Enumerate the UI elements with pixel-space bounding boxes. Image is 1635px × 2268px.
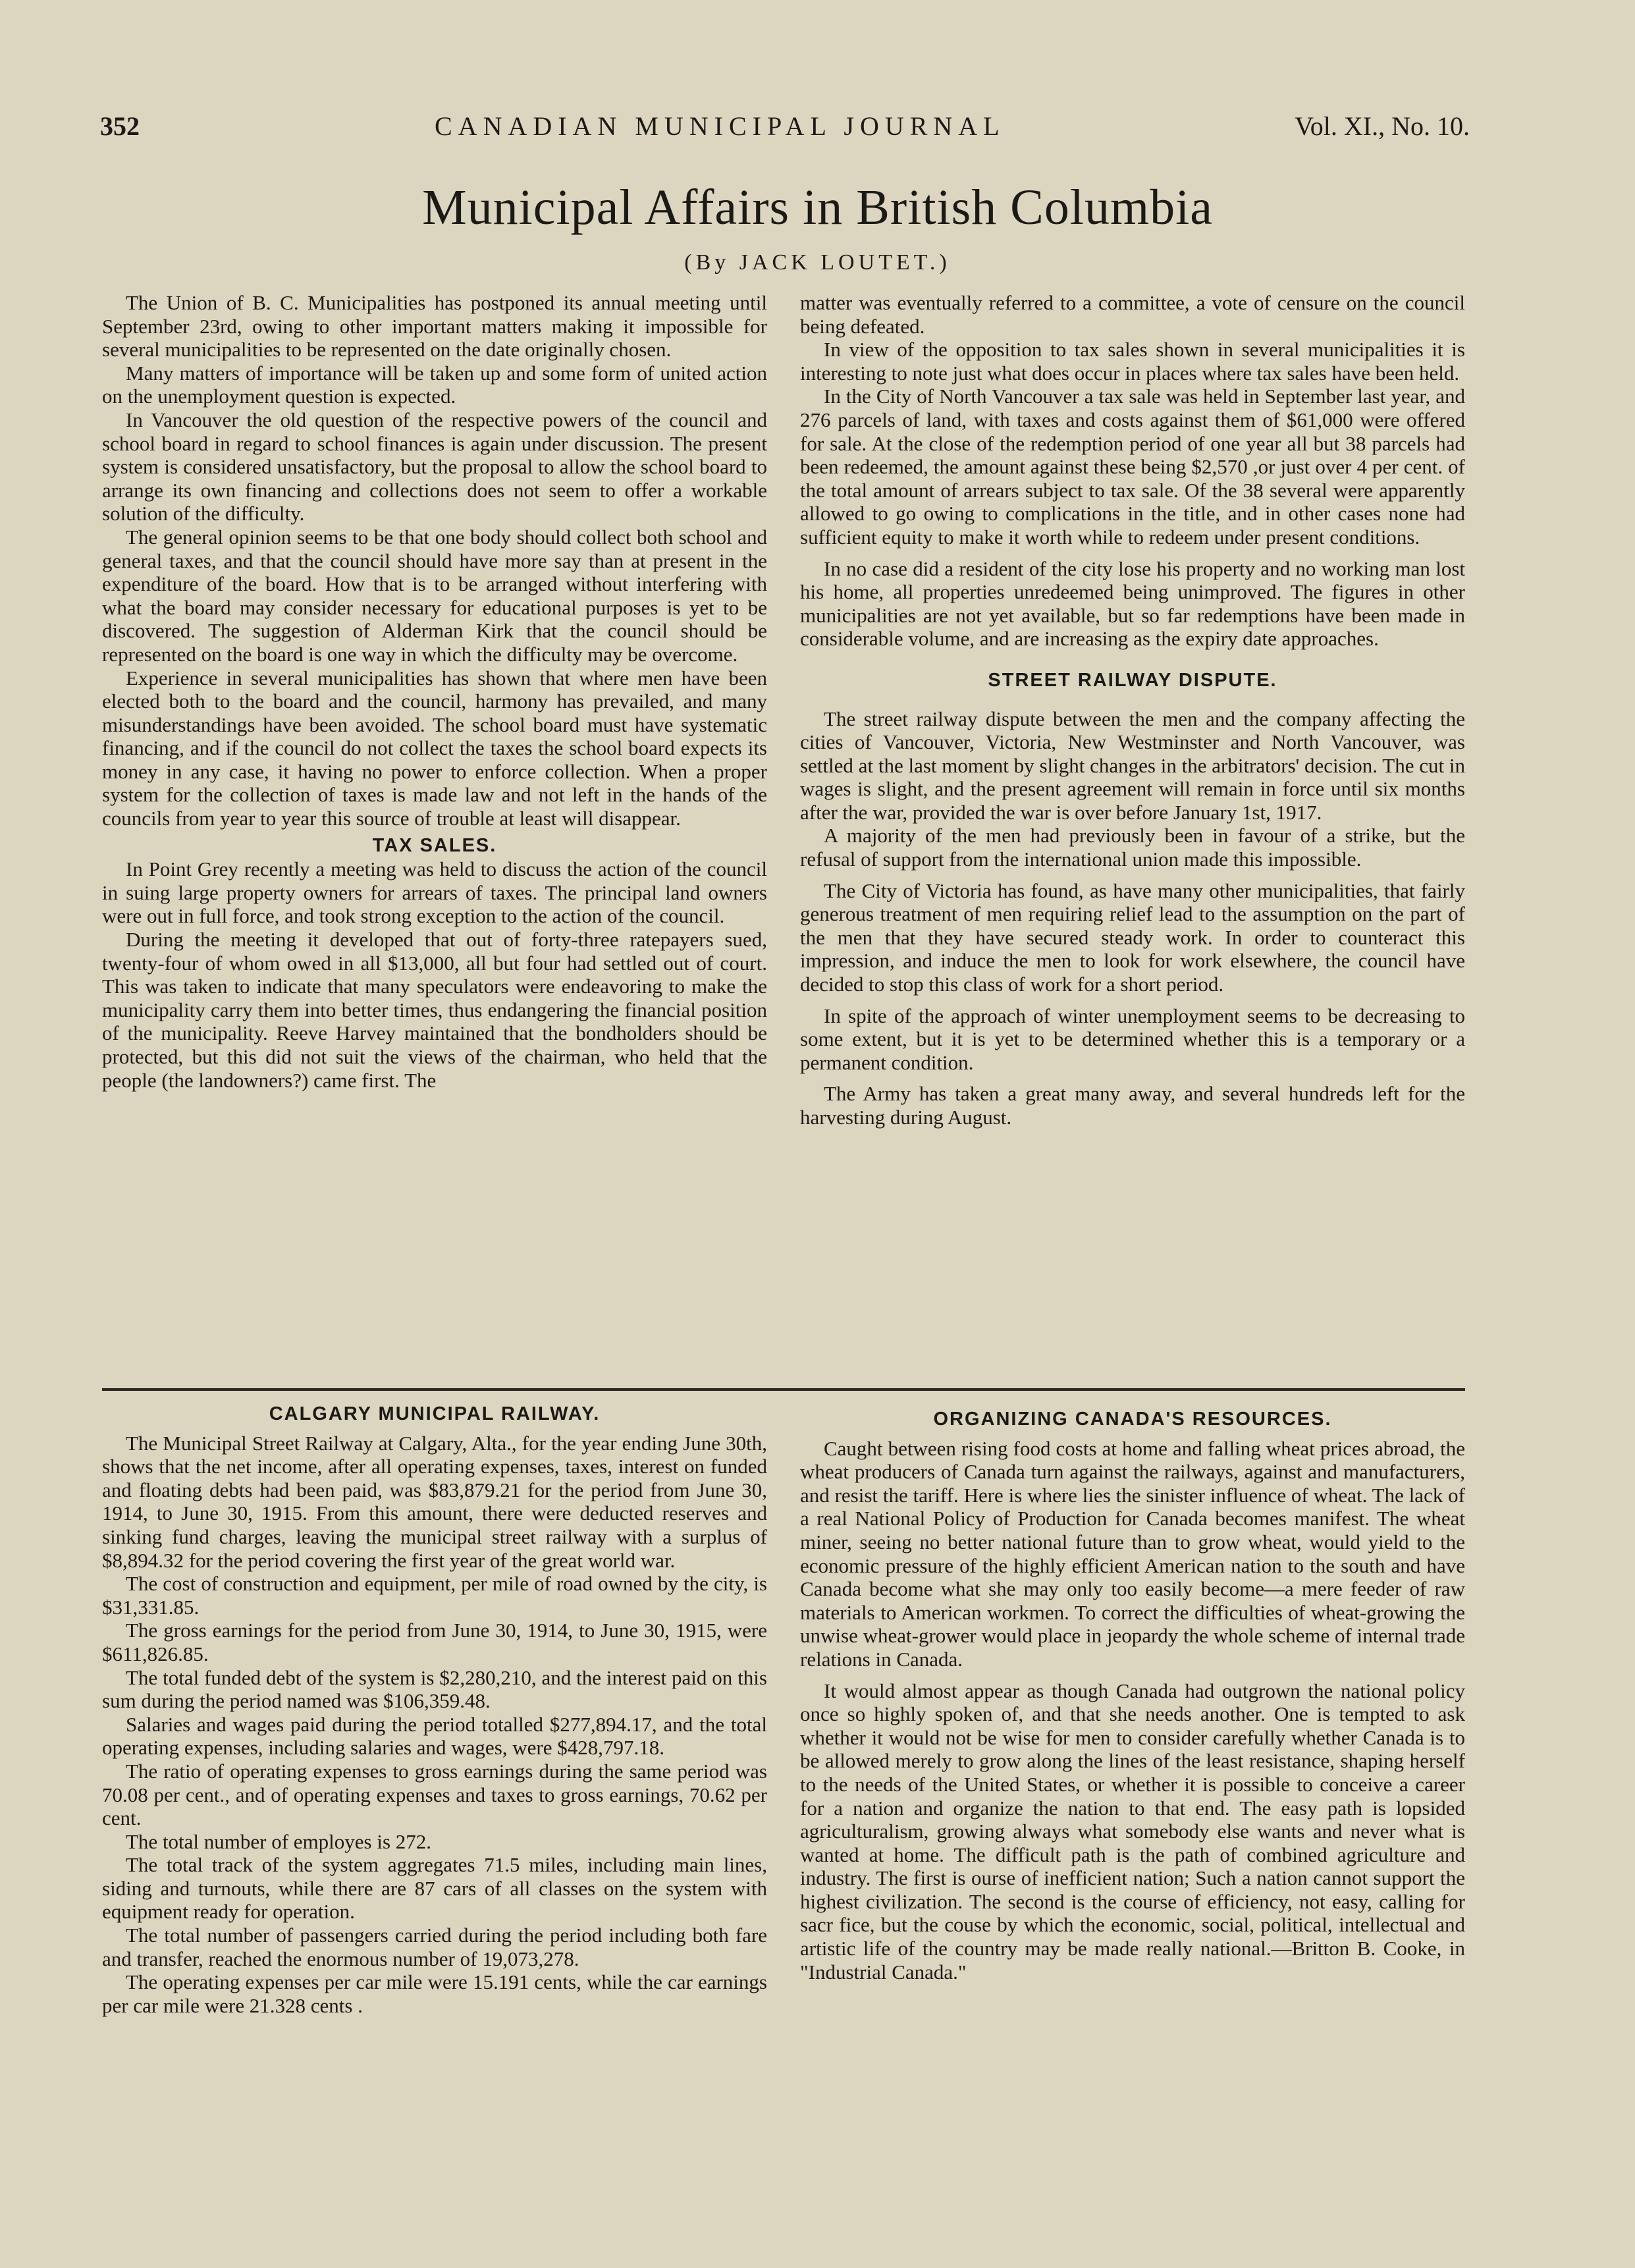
paragraph: In no case did a resident of the city lose his property and no working man lost his home, all properties unredeemed being unimproved. The figures in other municipalities are not yet available, but so far redemptions have been made in considerable volume, and are increasing as the expiry date approaches.: [800, 556, 1465, 651]
section-heading-calgary: CALGARY MUNICIPAL RAILWAY.: [269, 1403, 601, 1424]
paragraph: The total number of employes is 272.: [126, 1829, 432, 1853]
column-right-top: [800, 291, 1465, 1129]
paragraph: Salaries and wages paid during the period totalled $277,894.17, and the total operating expenses, including salaries and wages, were $428,797.18.: [102, 1712, 767, 1760]
paragraph: During the meeting it developed that out of forty-three ratepayers sued, twenty-four of whom owed in all $13,000, all but four had settled out of court. This was taken to indicate that many speculators were endeavoring to make the municipality carry them into better times, thus endangering the financial position of the municipality. Reeve Harvey maintained that the bondholders should be protected, but this did not suit the views of the chairman, who held that the people (the landowners?) came first. The: [102, 928, 767, 1092]
journal-title: CANADIAN MUNICIPAL JOURNAL: [435, 111, 1005, 141]
paragraph: The total track of the system aggregates 71.5 miles, including main lines, siding and turnouts, while there are 87 cars of all classes on the system with equipment ready for operation.: [102, 1853, 767, 1924]
page-number: 352: [100, 111, 140, 141]
paragraph: In spite of the approach of winter unemployment seems to be decreasing to some extent, but it is yet to be determined whether this is a temporary or a permanent condition.: [800, 1004, 1465, 1074]
article-title: Municipal Affairs in British Columbia: [422, 180, 1213, 235]
paragraph: The operating expenses per car mile were 15.191 cents, while the car earnings per car mile were 21.328 cents .: [102, 1970, 767, 2017]
paragraph: Caught between rising food costs at home and falling wheat prices abroad, the wheat producers of Canada turn against the railways, against and manufacturers, and resist the tariff. Here is where lies the sinister influence of wheat. The lack of a real National Policy of Production for Canada becomes manifest. The wheat miner, seeing no better national future than to grow wheat, would yield to the economic pressure of the highly efficient American nation to the south and have Canada become what she may only too easily become—a mere feeder of raw materials to American workmen. To correct the difficulties of wheat-growing the unwise wheat-grower would place in jeopardy the whole scheme of internal trade relations in Canada.: [800, 1436, 1465, 1671]
section-heading-street-railway: STREET RAILWAY DISPUTE.: [988, 669, 1277, 691]
paragraph: The cost of construction and equipment, per mile of road owned by the city, is $31,331.85.: [102, 1572, 767, 1619]
paragraph: Many matters of importance will be taken up and some form of united action on the unemployment question is expected.: [102, 361, 767, 408]
column-left-top: [102, 291, 767, 1092]
paragraph: It would almost appear as though Canada had outgrown the national policy once so highly spoken of, and that she needs another. One is tempted to ask whether it would not be wise for men to consider carefully whether Canada is to be allowed merely to grow along the lines of the least resistance, shaping herself to the needs of the United States, or whether it is possible to conceive a career for a nation and organize the nation to that end. The easy path is lopsided agriculturalism, growing always what somebody else wants and never what is wanted at home. The difficult path is the path of combined agriculture and industry. The first is ourse of inefficient nation; Such a nation cannot support the highest civilization. The second is the course of efficiency, not easy, calling for sacr fice, but the couse by which the economic, social, political, intellectual and artistic life of the country may be made really national.—Britton B. Cooke, in "Industrial Canada.": [800, 1679, 1465, 1984]
column-left-bottom: [102, 1403, 767, 2017]
paragraph: The Army has taken a great many away, and several hundreds left for the harvesting during August.: [800, 1082, 1465, 1129]
volume-number: Vol. XI., No. 10.: [1295, 111, 1470, 141]
paragraph: In the City of North Vancouver a tax sale was held in September last year, and 276 parcels of land, with taxes and costs against them of $61,000 were offered for sale. At the close of the redemption period of one year all but 38 parcels had been redeemed, the amount against these being $2,570 ,or just over 4 per cent. of the total amount of arrears subject to tax sale. Of the 38 several were apparently allowed to go owing to complications in the title, and in other cases none had sufficient equity to make it worth while to redeem under present conditions.: [800, 385, 1465, 549]
column-right-bottom: [800, 1403, 1465, 1984]
paragraph: The Municipal Street Railway at Calgary, Alta., for the year ending June 30th, shows that the net income, after all operating expenses, taxes, interest on funded and floating debts had been paid, was $83,879.21 for the period from June 30, 1914, to June 30, 1915. From this amount, there were deducted reserves and sinking fund charges, leaving the municipal street railway with a surplus of $8,894.32 for the period covering the first year of the great world war.: [102, 1431, 767, 1572]
paragraph: The City of Victoria has found, as have many other municipalities, that fairly generous treatment of men requiring relief lead to the assumption on the part of the men that they have secured steady work. In order to counteract this impression, and induce the men to look for work elsewhere, the council have decided to stop this class of work for a short period.: [800, 878, 1465, 996]
article-byline: (By JACK LOUTET.): [684, 250, 951, 275]
paragraph: The total funded debt of the system is $2,280,210, and the interest paid on this sum during the period named was $106,359.48.: [102, 1665, 767, 1713]
paragraph: A majority of the men had previously been in favour of a strike, but the refusal of support from the international union made this impossible.: [800, 824, 1465, 871]
paragraph: The ratio of operating expenses to gross earnings during the same period was 70.08 per cent., and of operating expenses and taxes to gross earnings, 70.62 per cent.: [102, 1759, 767, 1830]
paragraph: The total number of passengers carried during the period including both fare and transfer, reached the enormous number of 19,073,278.: [102, 1924, 767, 1970]
paragraph: The gross earnings for the period from June 30, 1914, to June 30, 1915, were $611,826.85.: [102, 1619, 767, 1665]
section-heading-resources: ORGANIZING CANADA'S RESOURCES.: [933, 1409, 1332, 1430]
paragraph: matter was eventually referred to a committee, a vote of censure on the council being defeated.: [800, 291, 1465, 338]
section-heading-tax-sales: TAX SALES.: [372, 834, 497, 856]
paragraph: In view of the opposition to tax sales shown in several municipalities it is interesting to note just what does occur in places where tax sales have been held.: [800, 338, 1465, 385]
paragraph: The street railway dispute between the men and the company affecting the cities of Vancouver, Victoria, New Westminster and North Vancouver, was settled at the last moment by slight changes in the arbitrators' decision. The cut in wages is slight, and the present agreement will remain in force until six months after the war, provided the war is over before January 1st, 1917.: [800, 707, 1465, 824]
paragraph: In Point Grey recently a meeting was held to discuss the action of the council in suing large property owners for arrears of taxes. The principal land owners were out in full force, and took strong exception to the action of the council.: [102, 857, 767, 928]
paragraph: Experience in several municipalities has shown that where men have been elected both to the board and the council, harmony has prevailed, and many misunderstandings have been avoided. The school board must have systematic financing, and if the council do not collect the taxes the school board expects its money in any case, it having no power to enforce collection. When a proper system for the collection of taxes is made law and not left in the hands of the councils from year to year this source of trouble at least will disappear.: [102, 666, 767, 830]
section-divider: [102, 1388, 1465, 1391]
page-header: [100, 111, 1470, 157]
paragraph: The Union of B. C. Municipalities has postponed its annual meeting until September 23rd, owing to other important matters making it impossible for several municipalities to be represented on the date originally chosen.: [102, 291, 767, 362]
paragraph: The general opinion seems to be that one body should collect both school and general taxes, and that the council should have more say than at present in the expenditure of the board. How that is to be arranged without interfering with what the board may consider necessary for educational purposes is yet to be discovered. The suggestion of Alderman Kirk that the council should be represented on the board is one way in which the difficulty may be overcome.: [102, 525, 767, 666]
paragraph: In Vancouver the old question of the respective powers of the council and school board in regard to school finances is again under discussion. The present system is considered unsatisfactory, but the proposal to allow the school board to arrange its own financing and collections does not seem to offer a workable solution of the difficulty.: [102, 408, 767, 526]
